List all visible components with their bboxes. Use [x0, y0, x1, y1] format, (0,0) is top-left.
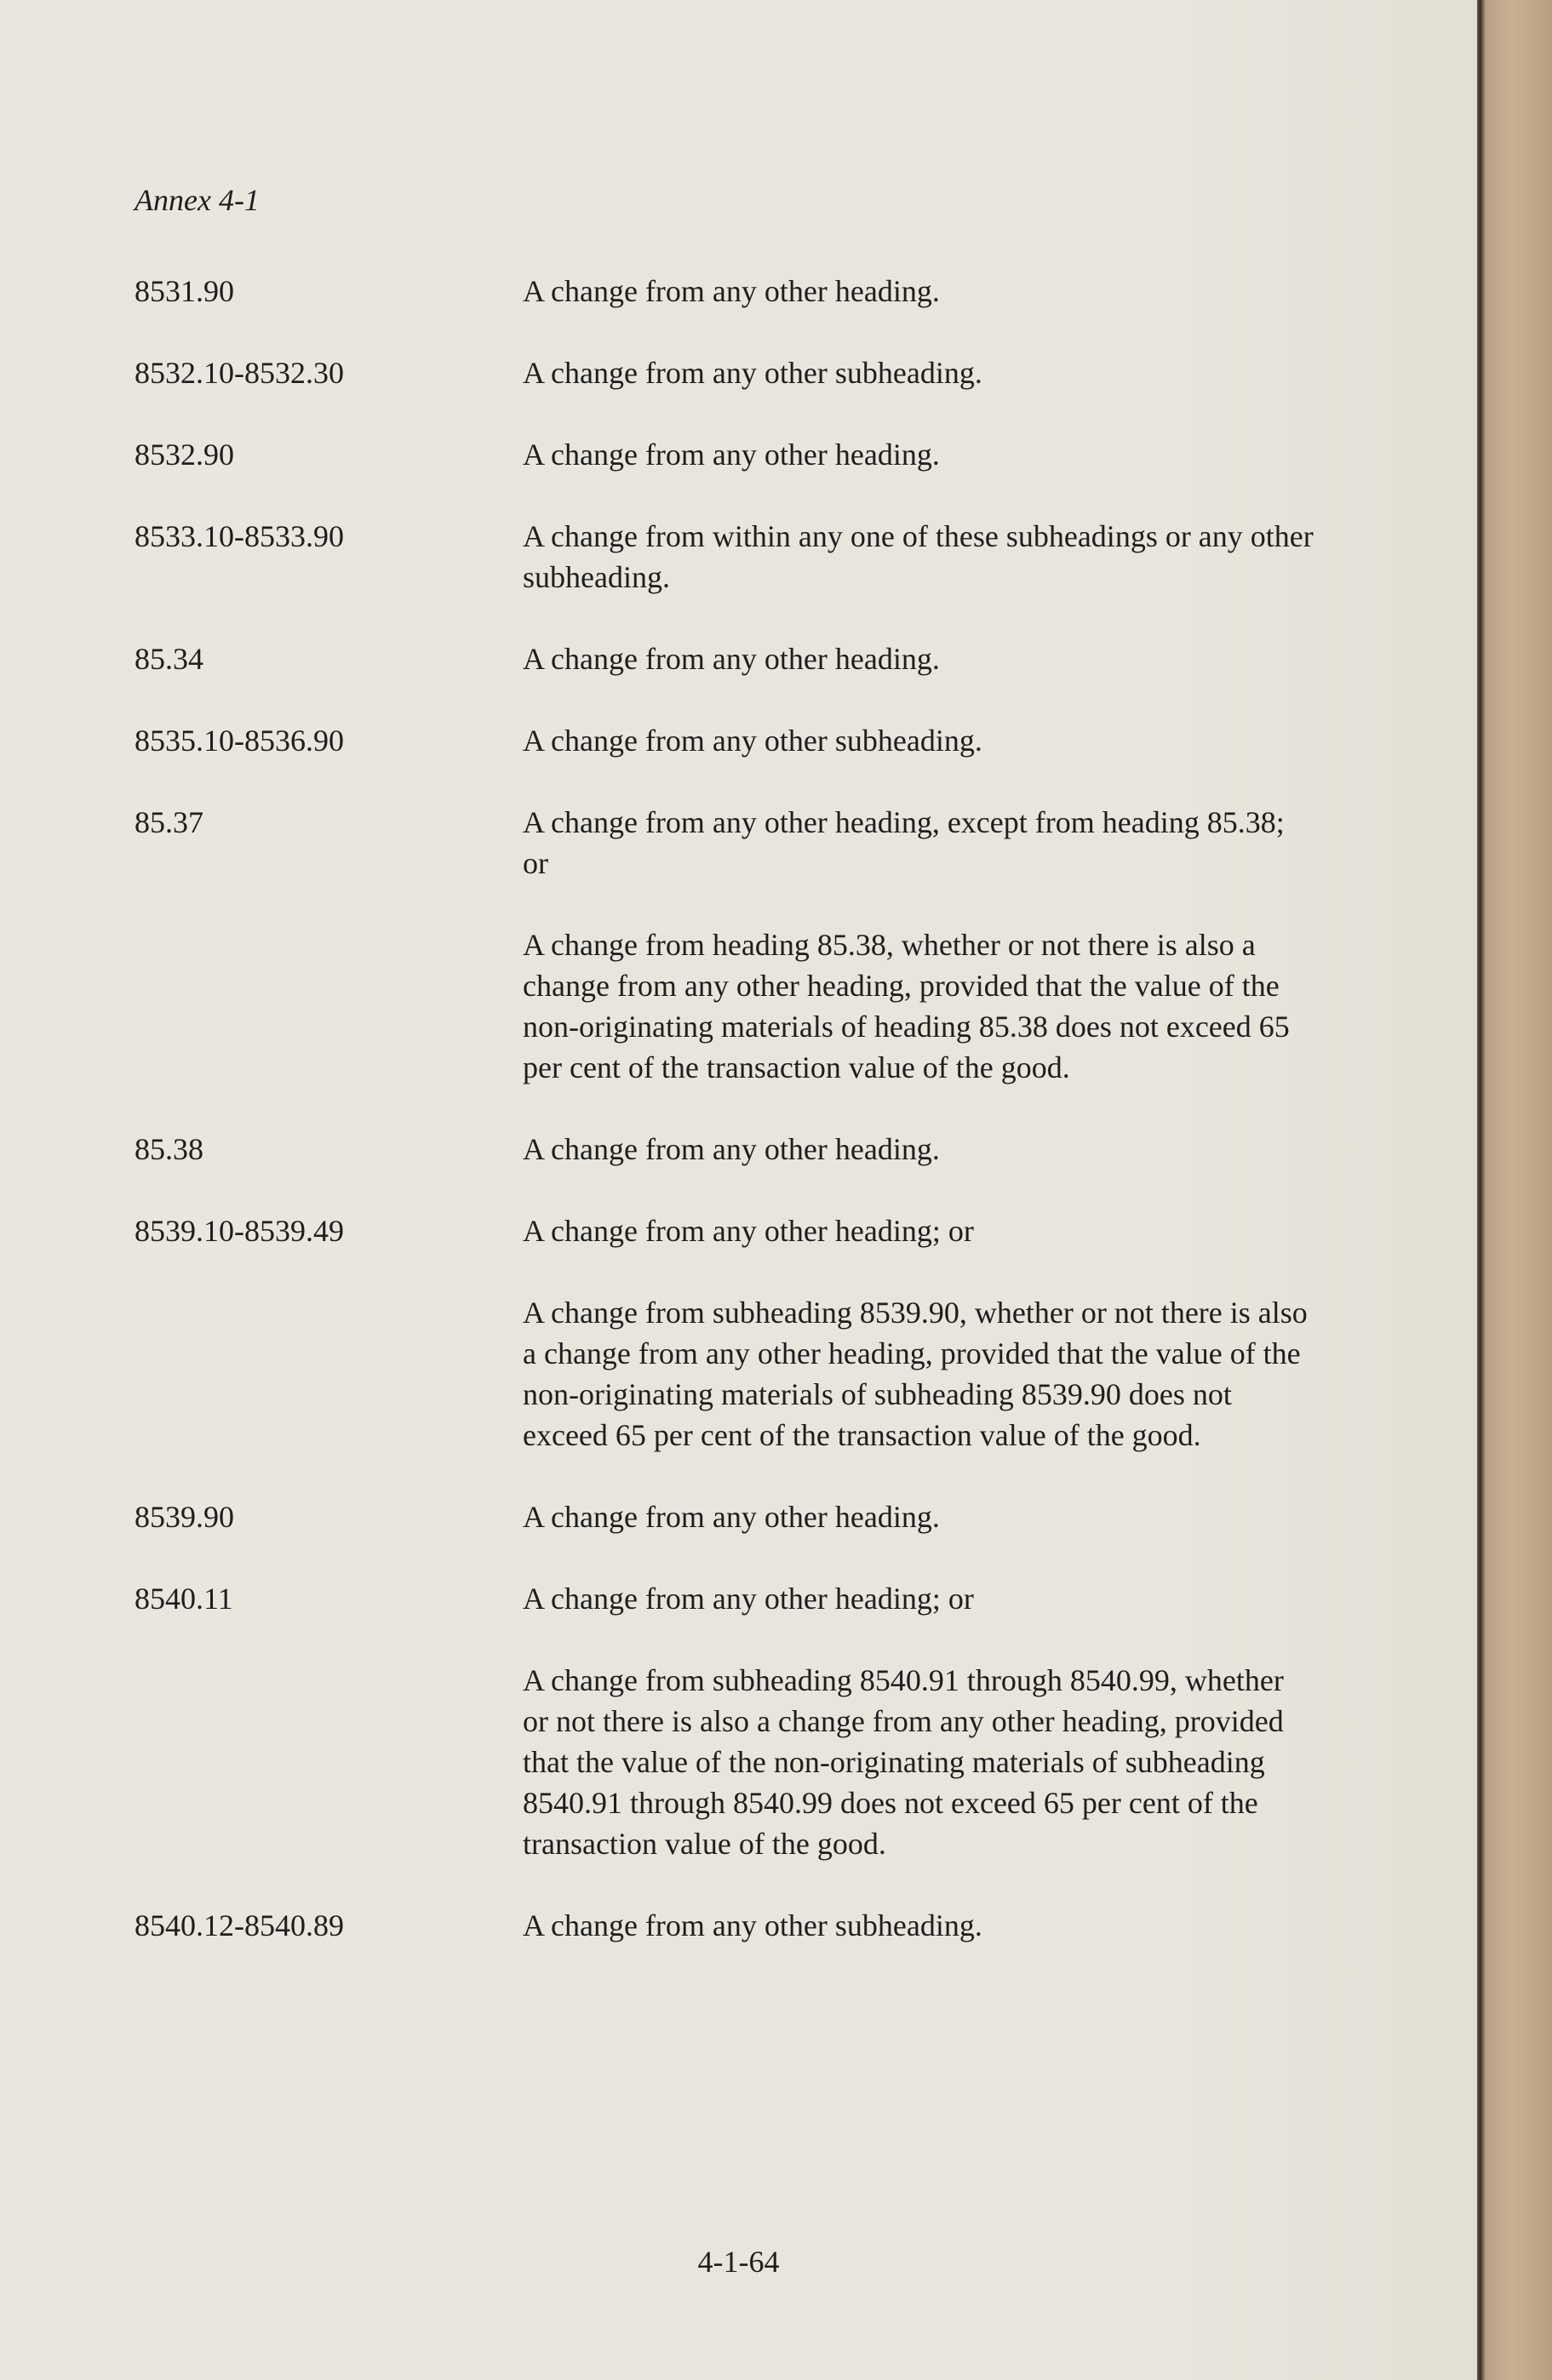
- tariff-code: 85.37: [135, 805, 203, 839]
- tariff-entry: [135, 638, 1326, 679]
- rule-text-group: [523, 434, 1314, 475]
- rule-text: A change from within any one of these subheadings or any other subheading.: [523, 519, 1314, 594]
- rule-text-group: [523, 516, 1314, 598]
- tariff-code: 8532.10-8532.30: [135, 356, 344, 390]
- annex-header: Annex 4-1: [135, 183, 260, 217]
- tariff-code: 8539.90: [135, 1500, 234, 1534]
- tariff-code: 8540.11: [135, 1582, 233, 1616]
- tariff-code: 8540.12-8540.89: [135, 1908, 344, 1942]
- tariff-entry: [135, 1905, 1326, 1946]
- rule-text-group: [523, 1129, 1314, 1170]
- tariff-entry: [135, 1210, 1326, 1456]
- rule-text-group: [523, 638, 1314, 679]
- rule-text: A change from any other subheading.: [523, 356, 982, 390]
- tariff-entry: [135, 352, 1326, 393]
- rule-text: A change from any other heading; or: [523, 1582, 974, 1616]
- rule-text: A change from any other heading.: [523, 274, 940, 308]
- book-spine: [1477, 0, 1552, 2380]
- rules-of-origin-list: [135, 271, 1326, 1987]
- page-number: 4-1-64: [697, 2245, 780, 2279]
- rule-text-group: [523, 720, 1314, 761]
- tariff-entry: [135, 802, 1326, 1088]
- tariff-code: 8531.90: [135, 274, 234, 308]
- rule-text: A change from any other heading.: [523, 642, 940, 676]
- tariff-entry: [135, 1496, 1326, 1537]
- rule-text-group: [523, 352, 1314, 393]
- tariff-code: 8532.90: [135, 438, 234, 472]
- tariff-code: 85.38: [135, 1132, 203, 1166]
- rule-text: A change from any other heading.: [523, 1132, 940, 1166]
- rule-text: A change from any other heading.: [523, 438, 940, 472]
- rule-text-group: [523, 1210, 1314, 1456]
- rule-text: A change from any other subheading.: [523, 1908, 982, 1942]
- rule-text: A change from heading 85.38, whether or not there is also a change from any other heading, provided that the value of the non-originating materials of heading 85.38 does not exceed 65 per cent of the transaction value of the good.: [523, 928, 1290, 1084]
- rule-text-group: [523, 1496, 1314, 1537]
- tariff-entry: [135, 434, 1326, 475]
- tariff-entry: [135, 720, 1326, 761]
- rule-text-group: [523, 802, 1314, 1088]
- rule-text: A change from any other heading, except from heading 85.38; or: [523, 805, 1285, 880]
- tariff-entry: [135, 271, 1326, 312]
- rule-text: A change from subheading 8539.90, whether or not there is also a change from any other heading, provided that the value of the non-originating materials of subheading 8539.90 does not exceed 65 per cent of the transaction value of the good.: [523, 1296, 1308, 1452]
- tariff-code: 8539.10-8539.49: [135, 1214, 344, 1248]
- rule-text: A change from any other heading.: [523, 1500, 940, 1534]
- rule-text-group: [523, 271, 1314, 312]
- tariff-code: 8533.10-8533.90: [135, 519, 344, 553]
- tariff-entry: [135, 1129, 1326, 1170]
- tariff-entry: [135, 1578, 1326, 1864]
- tariff-code: 85.34: [135, 642, 203, 676]
- rule-text-group: [523, 1578, 1314, 1864]
- rule-text: A change from any other heading; or: [523, 1214, 974, 1248]
- tariff-code: 8535.10-8536.90: [135, 724, 344, 758]
- rule-text: A change from any other subheading.: [523, 724, 982, 758]
- rule-text: A change from subheading 8540.91 through 8540.99, whether or not there is also a change from any other heading, provided that the value of the non-originating materials of subheading 8540.91 through 8540.99 does not exceed 65 per cent of the transaction value of the good.: [523, 1663, 1284, 1861]
- rule-text-group: [523, 1905, 1314, 1946]
- tariff-entry: [135, 516, 1326, 598]
